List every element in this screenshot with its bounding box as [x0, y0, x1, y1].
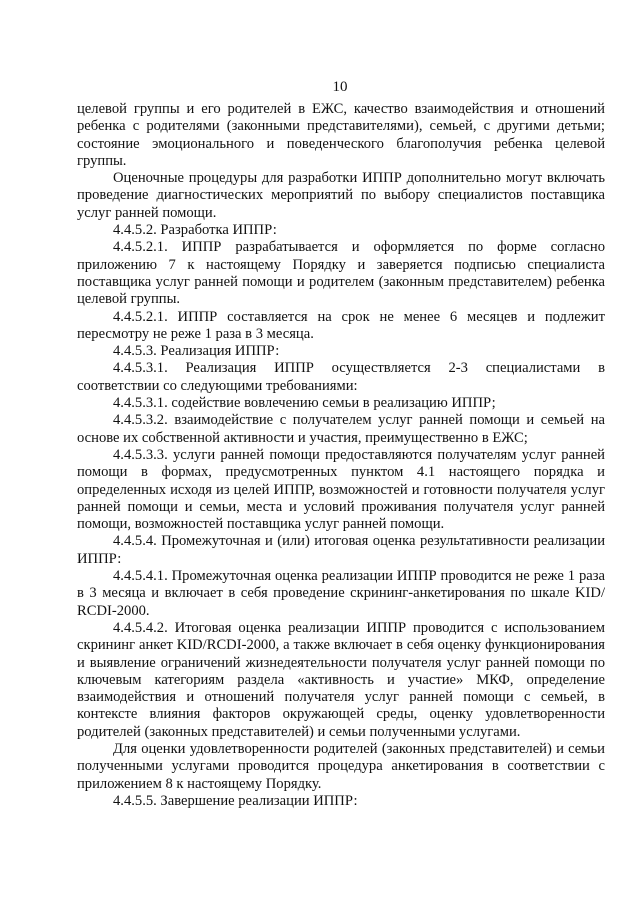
section-heading-implementation: 4.4.5.3. Реализация ИППР: [113, 343, 280, 360]
paragraph-assessment-procedures: Оценочные процедуры для разработки ИППР дополнительно могут включать проведение диагностических мероприятий по выбору специалистов поставщика услуг ранней помощи. [77, 170, 605, 221]
paragraph-4-4-5-3-1-family-involvement: 4.4.5.3.1. содействие вовлечению семьи в реализацию ИППР; [113, 395, 496, 412]
document-body [77, 101, 605, 810]
section-heading-evaluation: 4.4.5.4. Промежуточная и (или) итоговая оценка результативности реализации ИППР: [77, 533, 605, 567]
paragraph-continuation: целевой группы и его родителей в ЕЖС, качество взаимодействия и отношений ребенка с родителями (законными представителями), семьей, с другими детьми; состояние эмоционального и поведенческого благополучия ребенка целевой группы. [77, 101, 605, 169]
paragraph-4-4-5-2-1-form: 4.4.5.2.1. ИППР разрабатывается и оформляется по форме согласно приложению 7 к настоящему Порядку и заверяется подписью специалиста поставщика услуг ранней помощи и родителем (законным представителем) ребенка целевой группы. [77, 239, 605, 308]
paragraph-4-4-5-3-3-service-forms: 4.4.5.3.3. услуги ранней помощи предоставляются получателям услуг ранней помощи в формах, предусмотренных пунктом 4.1 настоящего порядка и определенных исходя из целей ИППР, возможностей и готовности получателя услуг ранней помощи и семьи, места и условий проживания получателя услуг ранней помощи, возможностей поставщика услуг ранней помощи. [77, 446, 605, 533]
paragraph-satisfaction-survey: Для оценки удовлетворенности родителей (законных представителей) и семьи полученными услугами проводится процедура анкетирования в соответствии с приложением 8 к настоящему Порядку. [77, 740, 605, 792]
paragraph-4-4-5-3-2-interaction: 4.4.5.3.2. взаимодействие с получателем услуг ранней помощи и семьей на основе их собственной активности и участия, преимущественно в ЕЖС; [77, 412, 605, 446]
paragraph-4-4-5-2-1-term: 4.4.5.2.1. ИППР составляется на срок не менее 6 месяцев и подлежит пересмотру не реже 1 раза в 3 месяца. [77, 308, 605, 342]
section-heading-completion: 4.4.5.5. Завершение реализации ИППР: [113, 792, 358, 809]
section-heading-development: 4.4.5.2. Разработка ИППР: [113, 222, 277, 239]
paragraph-4-4-5-4-2-final: 4.4.5.4.2. Итоговая оценка реализации ИППР проводится с использованием скрининг анкет KID/RCDI-2000, а также включает в себя оценку функционирования и выявление ограничений жизнедеятельности получателя услуг ранней помощи по ключевым категориям раздела «активность и участие» МКФ, определение взаимодействия и отношений получателя услуг ранней помощи с семьей, в контексте влияния факторов окружающей среды, оценку удовлетворенности родителей (законных представителей) и семьи полученными услугами. [77, 619, 605, 740]
paragraph-4-4-5-3-1-specialists: 4.4.5.3.1. Реализация ИППР осуществляется 2-3 специалистами в соответствии со следующими требованиями: [77, 360, 605, 394]
paragraph-4-4-5-4-1-interim: 4.4.5.4.1. Промежуточная оценка реализации ИППР проводится не реже 1 раза в 3 месяца и включает в себя проведение скрининг-анкетирования по шкале KID/ RCDI-2000. [77, 568, 605, 619]
page-number: 10 [332, 79, 348, 95]
